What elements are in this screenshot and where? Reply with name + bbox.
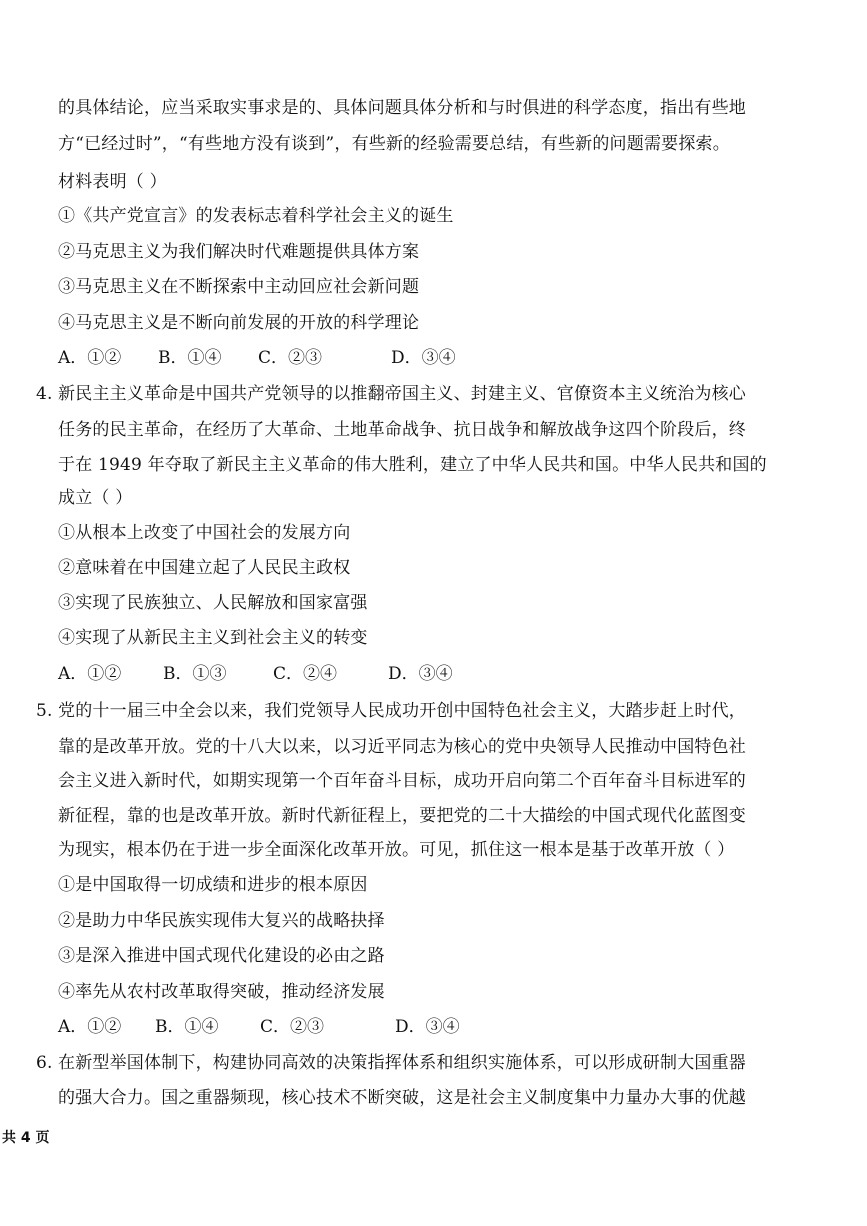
q4-choice-c[interactable]: C．②④ — [273, 664, 338, 684]
q3-choice-a[interactable]: A．①② — [58, 348, 122, 368]
q4-stem-line-1 — [36, 383, 746, 405]
q3-choice-c[interactable]: C．②③ — [258, 348, 323, 368]
q5-number: 5. — [36, 701, 53, 721]
q4-option-2: ②意味着在中国建立起了人民民主政权 — [58, 558, 351, 578]
page-count-footer: 共 4 页 — [2, 1130, 50, 1146]
q5-stem-text-1: 党的十一届三中全会以来，我们党领导人民成功开创中国特色社会主义，大踏步赶上时代， — [58, 701, 746, 721]
q5-stem-line-1 — [36, 700, 746, 722]
q5-choice-c[interactable]: C．②③ — [260, 1017, 325, 1037]
q4-number: 4. — [36, 384, 53, 404]
q5-choice-b[interactable]: B．①④ — [155, 1017, 219, 1037]
q5-option-1: ①是中国取得一切成绩和进步的根本原因 — [58, 875, 368, 895]
q3-option-1: ①《共产党宣言》的发表标志着科学社会主义的诞生 — [58, 206, 454, 226]
q5-stem-line-4: 新征程，靠的也是改革开放。新时代新征程上，要把党的二十大描绘的中国式现代化蓝图变 — [58, 806, 746, 826]
q6-stem-line-1 — [36, 1052, 746, 1074]
q3-choice-d[interactable]: D．③④ — [391, 348, 456, 368]
q4-option-4: ④实现了从新民主主义到社会主义的转变 — [58, 628, 368, 648]
q6-stem-line-2: 的强大合力。国之重器频现，核心技术不断突破，这是社会主义制度集中力量办大事的优越 — [58, 1088, 746, 1108]
q3-stem-line-1: 的具体结论，应当采取实事求是的、具体问题具体分析和与时俱进的科学态度，指出有些地 — [58, 98, 746, 118]
q5-stem-line-2: 靠的是改革开放。党的十八大以来，以习近平同志为核心的党中央领导人民推动中国特色社 — [58, 737, 746, 757]
q4-stem-text-1: 新民主主义革命是中国共产党领导的以推翻帝国主义、封建主义、官僚资本主义统治为核心 — [58, 384, 746, 404]
q6-stem-text-1: 在新型举国体制下，构建协同高效的决策指挥体系和组织实施体系，可以形成研制大国重器 — [58, 1053, 746, 1073]
q4-choice-d[interactable]: D．③④ — [388, 664, 453, 684]
q5-choice-d[interactable]: D．③④ — [395, 1017, 460, 1037]
q5-option-3: ③是深入推进中国式现代化建设的必由之路 — [58, 946, 385, 966]
q3-choice-b[interactable]: B．①④ — [158, 348, 222, 368]
q5-option-4: ④率先从农村改革取得突破，推动经济发展 — [58, 982, 385, 1002]
q4-stem-line-3: 于在 1949 年夺取了新民主主义革命的伟大胜利，建立了中华人民共和国。中华人民共和国的 — [58, 455, 767, 475]
q4-option-1: ①从根本上改变了中国社会的发展方向 — [58, 523, 351, 543]
q3-stem-line-2: 方“已经过时”，“有些地方没有谈到”，有些新的经验需要总结，有些新的问题需要探索。 — [58, 134, 730, 154]
q3-option-4: ④马克思主义是不断向前发展的开放的科学理论 — [58, 313, 420, 333]
q4-option-3: ③实现了民族独立、人民解放和国家富强 — [58, 593, 368, 613]
q3-option-2: ②马克思主义为我们解决时代难题提供具体方案 — [58, 242, 420, 262]
q3-option-3: ③马克思主义在不断探索中主动回应社会新问题 — [58, 277, 420, 297]
q3-stem-line-3: 材料表明（ ） — [58, 172, 167, 192]
q4-choice-a[interactable]: A．①② — [58, 664, 122, 684]
q4-stem-line-4: 成立（ ） — [58, 488, 133, 508]
q6-number: 6. — [36, 1053, 53, 1073]
q5-stem-line-3: 会主义进入新时代，如期实现第一个百年奋斗目标，成功开启向第二个百年奋斗目标进军的 — [58, 771, 746, 791]
q4-stem-line-2: 任务的民主革命，在经历了大革命、土地革命战争、抗日战争和解放战争这四个阶段后，终 — [58, 420, 746, 440]
q4-choice-b[interactable]: B．①③ — [163, 664, 227, 684]
q5-choice-a[interactable]: A．①② — [58, 1017, 122, 1037]
q5-option-2: ②是助力中华民族实现伟大复兴的战略抉择 — [58, 911, 385, 931]
q5-stem-line-5: 为现实，根本仍在于进一步全面深化改革开放。可见，抓住这一根本是基于改革开放（ ） — [58, 840, 735, 860]
